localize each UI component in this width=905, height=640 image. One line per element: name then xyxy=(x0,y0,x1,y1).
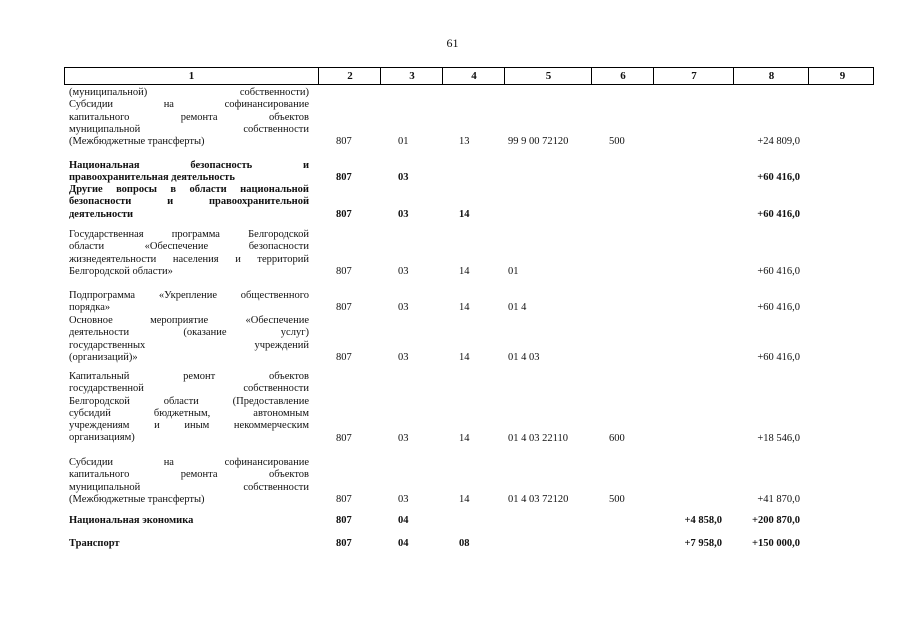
cell-c3: 03 xyxy=(398,432,409,444)
header-col-3: 3 xyxy=(380,68,443,84)
cell-c5: 01 4 xyxy=(508,302,527,314)
row-description xyxy=(69,371,309,445)
description-line: Другие вопросы в области национальной xyxy=(69,184,309,195)
cell-c8: +60 416,0 xyxy=(757,208,800,220)
cell-c3: 03 xyxy=(398,351,409,363)
row-description xyxy=(69,160,309,185)
cell-c2: 807 xyxy=(336,302,352,314)
cell-c8: +41 870,0 xyxy=(757,493,800,505)
cell-c2: 807 xyxy=(336,208,352,220)
description-line: муниципальной собственности xyxy=(69,481,309,493)
cell-c7: +7 958,0 xyxy=(684,538,722,549)
description-line: Подпрограмма «Укрепление общественного xyxy=(69,290,309,301)
description-line: субсидий бюджетным, автономным xyxy=(69,407,309,419)
description-line: безопасности и правоохранительной xyxy=(69,196,309,208)
description-line: (Межбюджетные трансферты) xyxy=(69,136,205,148)
cell-c3: 04 xyxy=(398,515,409,526)
description-line: капитального ремонта объектов xyxy=(69,111,309,123)
cell-c8: +24 809,0 xyxy=(757,136,800,148)
cell-c4: 14 xyxy=(459,351,470,363)
cell-c6: 600 xyxy=(609,432,625,444)
cell-c8: +200 870,0 xyxy=(752,515,800,526)
cell-c3: 03 xyxy=(398,265,409,277)
cell-c2: 807 xyxy=(336,136,352,148)
cell-c4: 08 xyxy=(459,538,470,549)
cell-c6: 500 xyxy=(609,493,625,505)
row-description xyxy=(69,457,309,506)
description-line: Белгородской области» xyxy=(69,265,173,277)
description-line: муниципальной собственности xyxy=(69,123,309,135)
header-col-9: 9 xyxy=(808,68,876,84)
description-line: деятельности xyxy=(69,208,134,220)
description-line: Субсидии на софинансирование xyxy=(69,99,309,111)
description-line: (организаций)» xyxy=(69,351,138,363)
cell-c2: 807 xyxy=(336,432,352,444)
description-line: Белгородской области (Предоставление xyxy=(69,395,309,407)
description-line: Транспорт xyxy=(69,538,120,549)
description-line: (муниципальной) собственности) xyxy=(69,87,309,98)
cell-c2: 807 xyxy=(336,351,352,363)
cell-c4: 14 xyxy=(459,302,470,314)
cell-c5: 01 xyxy=(508,265,519,277)
description-line: Капитальный ремонт объектов xyxy=(69,371,309,382)
cell-c2: 807 xyxy=(336,265,352,277)
cell-c4: 13 xyxy=(459,136,470,148)
description-line: учреждениям и иным некоммерческим xyxy=(69,420,309,432)
header-col-6: 6 xyxy=(591,68,654,84)
header-col-5: 5 xyxy=(504,68,592,84)
page-number: 61 xyxy=(446,36,459,50)
header-col-2: 2 xyxy=(318,68,381,84)
row-description xyxy=(69,184,309,221)
header-col-7: 7 xyxy=(653,68,734,84)
description-line: Основное мероприятие «Обеспечение xyxy=(69,315,309,326)
description-line: Государственная программа Белгородской xyxy=(69,229,309,240)
cell-c3: 03 xyxy=(398,493,409,505)
cell-c2: 807 xyxy=(336,172,352,184)
cell-c7: +4 858,0 xyxy=(684,515,722,526)
row-description xyxy=(69,290,309,315)
description-line: порядка» xyxy=(69,302,111,314)
table-header xyxy=(64,67,874,85)
cell-c3: 01 xyxy=(398,136,409,148)
description-line: Субсидии на софинансирование xyxy=(69,457,309,468)
description-line: правоохранительная деятельность xyxy=(69,172,235,184)
description-line: Национальная экономика xyxy=(69,515,194,526)
header-col-1: 1 xyxy=(188,70,195,82)
description-line: деятельности (оказание услуг) xyxy=(69,327,309,339)
cell-c3: 03 xyxy=(398,208,409,220)
cell-c5: 01 4 03 72120 xyxy=(508,493,569,505)
cell-c8: +18 546,0 xyxy=(757,432,800,444)
cell-c3: 03 xyxy=(398,302,409,314)
description-line: государственных учреждений xyxy=(69,339,309,351)
cell-c4: 14 xyxy=(459,432,470,444)
row-description xyxy=(69,229,309,278)
header-col-4: 4 xyxy=(442,68,505,84)
cell-c8: +60 416,0 xyxy=(757,351,800,363)
description-line: организациям) xyxy=(69,432,135,444)
cell-c4: 14 xyxy=(459,493,470,505)
cell-c5: 99 9 00 72120 xyxy=(508,136,569,148)
description-line: Национальная безопасность и xyxy=(69,160,309,171)
description-line: жизнедеятельности населения и территорий xyxy=(69,253,309,265)
cell-c8: +150 000,0 xyxy=(752,538,800,549)
cell-c5: 01 4 03 22110 xyxy=(508,432,568,444)
cell-c8: +60 416,0 xyxy=(757,302,800,314)
cell-c2: 807 xyxy=(336,493,352,505)
header-col-8: 8 xyxy=(733,68,809,84)
description-line: капитального ремонта объектов xyxy=(69,469,309,481)
cell-c5: 01 4 03 xyxy=(508,351,540,363)
cell-c3: 04 xyxy=(398,538,409,549)
row-description xyxy=(69,515,309,527)
row-description xyxy=(69,87,309,148)
cell-c8: +60 416,0 xyxy=(757,265,800,277)
row-description xyxy=(69,315,309,364)
cell-c3: 03 xyxy=(398,172,409,184)
description-line: государственной собственности xyxy=(69,383,309,395)
cell-c4: 14 xyxy=(459,265,470,277)
cell-c6: 500 xyxy=(609,136,625,148)
cell-c8: +60 416,0 xyxy=(757,172,800,184)
cell-c4: 14 xyxy=(459,208,470,220)
cell-c2: 807 xyxy=(336,538,352,549)
description-line: области «Обеспечение безопасности xyxy=(69,241,309,253)
cell-c2: 807 xyxy=(336,515,352,526)
description-line: (Межбюджетные трансферты) xyxy=(69,493,205,505)
row-description xyxy=(69,538,309,550)
